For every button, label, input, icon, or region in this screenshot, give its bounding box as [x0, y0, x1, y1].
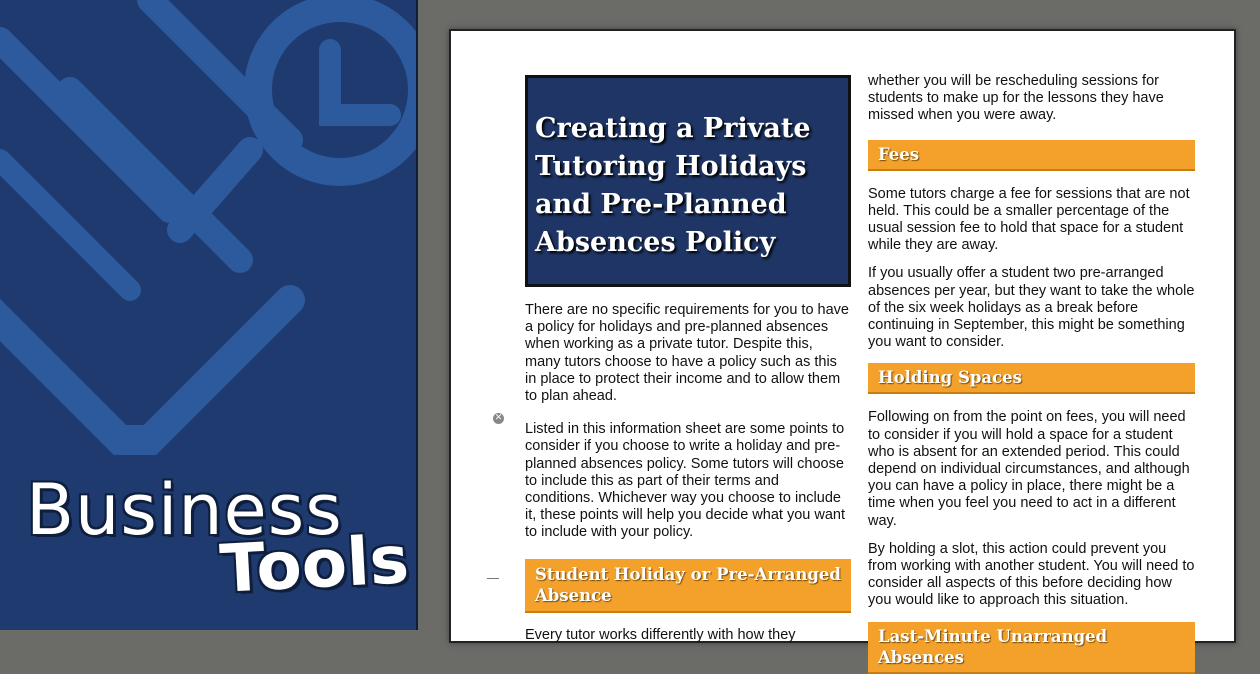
fees-paragraph-2: If you usually offer a student two pre-arranged absences per year, but they want to take the whole of the six week holidays as a break before continuing in September, this might be something you want to consider. — [868, 265, 1195, 351]
right-column — [868, 73, 1195, 674]
continued-paragraph: whether you will be rescheduling sessions for students to make up for the lessons they have missed when you were away. — [868, 73, 1164, 124]
margin-marker — [487, 578, 499, 579]
brand-panel — [0, 0, 416, 630]
brand-word-tools: Tools — [218, 521, 411, 608]
section-heading-last-minute: Last-Minute Unarranged Absences — [868, 622, 1195, 674]
page-title: Creating a Private Tutoring Holidays and Pre-Planned Absences Policy — [535, 113, 811, 258]
fees-paragraph-1: Some tutors charge a fee for sessions that are not held. This could be a smaller percentage of the usual session fee to hold that space for a student while they are away. — [868, 185, 1190, 254]
section-heading-holding-spaces: Holding Spaces — [868, 363, 1195, 394]
holding-paragraph-2: By holding a slot, this action could prevent you from working with another student. You will need to consider all aspects of this before deciding how you would like to approach this situation. — [868, 540, 1195, 609]
title-box — [525, 75, 851, 287]
intro-paragraph-1: There are no specific requirements for you to have a policy for holidays and pre-planned absences when working as a private tutor. Despite this, many tutors choose to have a policy such as this in place to protect their income and to allow them to plan ahead. — [525, 302, 849, 405]
document-page — [449, 29, 1236, 667]
section-heading-fees: Fees — [868, 140, 1195, 171]
left-column — [525, 75, 851, 644]
intro-paragraph-2: Listed in this information sheet are some points to consider if you choose to write a holiday and pre-planned absences policy. Some tutors will choose to include this as part of their terms and conditions. Whichever way you choose to include it, these points will help you decide what you want to include with your policy. — [525, 421, 845, 541]
panel-divider — [416, 0, 418, 630]
holding-paragraph-1: Following on from the point on fees, you will need to consider if you will hold a space for a student who is absent for an extended period. This could depend on individual circumstances, and although you can have a policy in place, there might be a time when you feel you need to act in a different way. — [868, 409, 1190, 529]
section-heading-student-holiday: Student Holiday or Pre-Arranged Absence — [525, 559, 851, 613]
close-circle-icon[interactable]: ✕ — [494, 413, 503, 423]
brand-word-business: Business — [26, 469, 343, 551]
section-1-paragraph: Every tutor works differently with how they — [525, 626, 796, 643]
